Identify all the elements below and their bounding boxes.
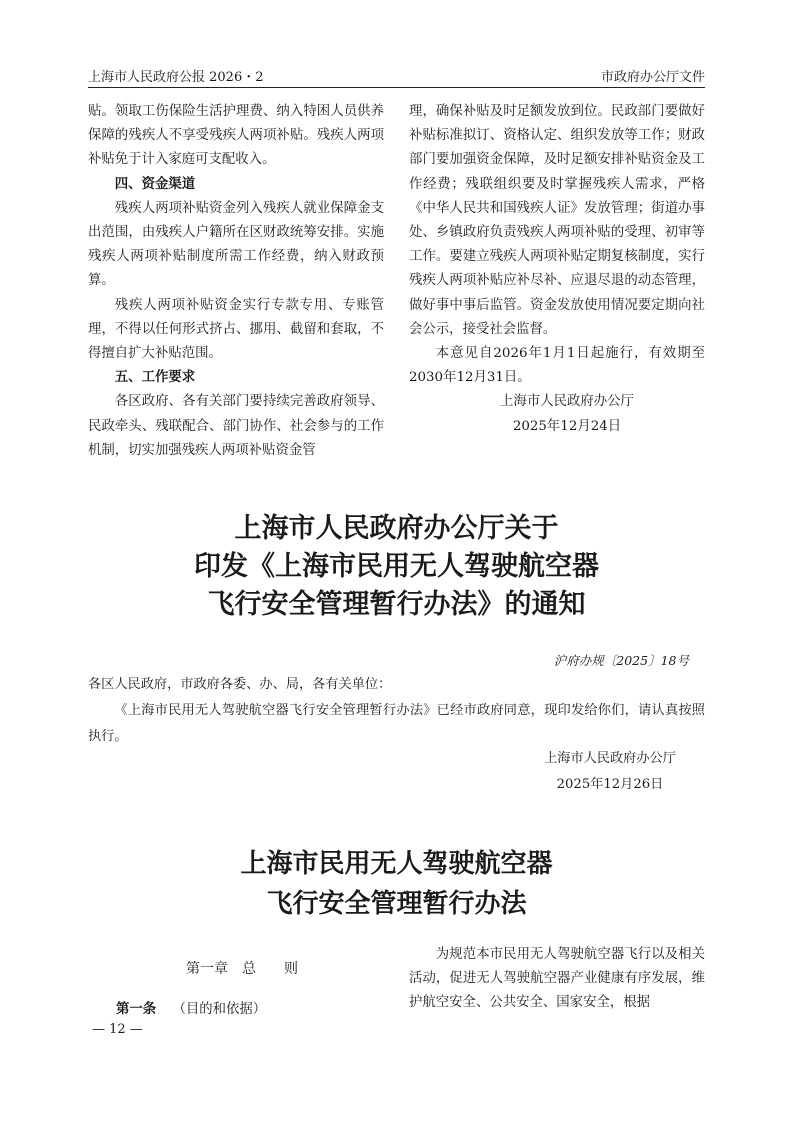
section-heading: 五、工作要求 [114, 370, 196, 386]
running-header-left: 上海市人民政府公报 2026・2 [88, 70, 264, 85]
paragraph: 本意见自2026年1月1日起施行，有效期至2030年12月31日。 [409, 346, 705, 386]
paragraph: 残疾人两项补贴资金列入残疾人就业保障金支出范围，由残疾人户籍所在区财政统筹安排。实施残疾人两项补贴制度所需工作经费，纳入财政预算。 [88, 200, 384, 289]
notice-text: 《上海市民用无人驾驶航空器飞行安全管理暂行办法》已经市政府同意，现印发给你们，请认真按照执行。 [88, 703, 705, 744]
notice-signature-block [520, 746, 700, 798]
regulation-title [88, 844, 705, 924]
page-number: — 12 — [92, 1022, 143, 1037]
paragraph: 理，确保补贴及时足额发放到位。民政部门要做好补贴标准拟订、资格认定、组织发放等工作；财政部门要加强资金保障，及时足额安排补贴资金及工作经费；残联组织要及时掌握残疾人需求，严格《中华人民共和国残疾人证》发放管理；街道办事处、乡镇政府负责残疾人两项补贴的受理、初审等工作。要建立残疾人两项补贴定期复核制度，实行残疾人两项补贴应补尽补、应退尽退的动态管理，做好事中事后监管。资金发放使用情况要定期向社会公示，接受社会监督。 [409, 104, 705, 337]
notice-body [88, 672, 705, 750]
prev-doc-signature: 上海市人民政府办公厅 [500, 394, 634, 410]
regulation-title-line: 上海市民用无人驾驶航空器 [240, 849, 553, 879]
notice-title-line: 印发《上海市民用无人驾驶航空器 [194, 551, 599, 582]
regulation-right-column [409, 943, 705, 1016]
doc-number: 沪府办规〔2025〕18号 [553, 653, 689, 668]
article-title: （目的和依据） [172, 1002, 267, 1017]
prev-doc-left-column [88, 100, 384, 463]
notice-title [88, 510, 705, 624]
prev-doc-right-column [409, 100, 705, 439]
regulation-title-line: 飞行安全管理暂行办法 [266, 889, 527, 919]
notice-title-line: 上海市人民政府办公厅关于 [234, 513, 559, 544]
notice-date: 2025年12月26日 [556, 777, 664, 792]
chapter-heading: 第一章 总 则 [186, 961, 298, 977]
prev-doc-date: 2025年12月24日 [512, 418, 622, 434]
paragraph: 各区政府、各有关部门要持续完善政府领导、民政牵头、残联配合、部门协作、社会参与的工作机制，切实加强残疾人两项补贴资金管 [88, 394, 384, 458]
addressee: 各区人民政府，市政府各委、办、局，各有关单位： [88, 677, 392, 692]
notice-signature: 上海市人民政府办公厅 [544, 751, 676, 766]
notice-title-line: 飞行安全管理暂行办法》的通知 [207, 589, 586, 620]
paragraph: 为规范本市民用无人驾驶航空器飞行以及相关活动，促进无人驾驶航空器产业健康有序发展，维护航空安全、公共安全、国家安全，根据 [409, 947, 705, 1011]
header-rule [88, 87, 705, 88]
section-heading: 四、资金渠道 [114, 176, 196, 192]
paragraph: 贴。领取工伤保险生活护理费、纳入特困人员供养保障的残疾人不享受残疾人两项补贴。残疾人两项补贴免于计入家庭可支配收入。 [88, 104, 384, 168]
paragraph: 残疾人两项补贴资金实行专款专用、专账管理，不得以任何形式挤占、挪用、截留和套取，不得擅自扩大补贴范围。 [88, 297, 384, 362]
article-heading [116, 998, 266, 1017]
running-header-right: 市政府办公厅文件 [600, 70, 705, 85]
article-label: 第一条 [116, 1002, 157, 1017]
